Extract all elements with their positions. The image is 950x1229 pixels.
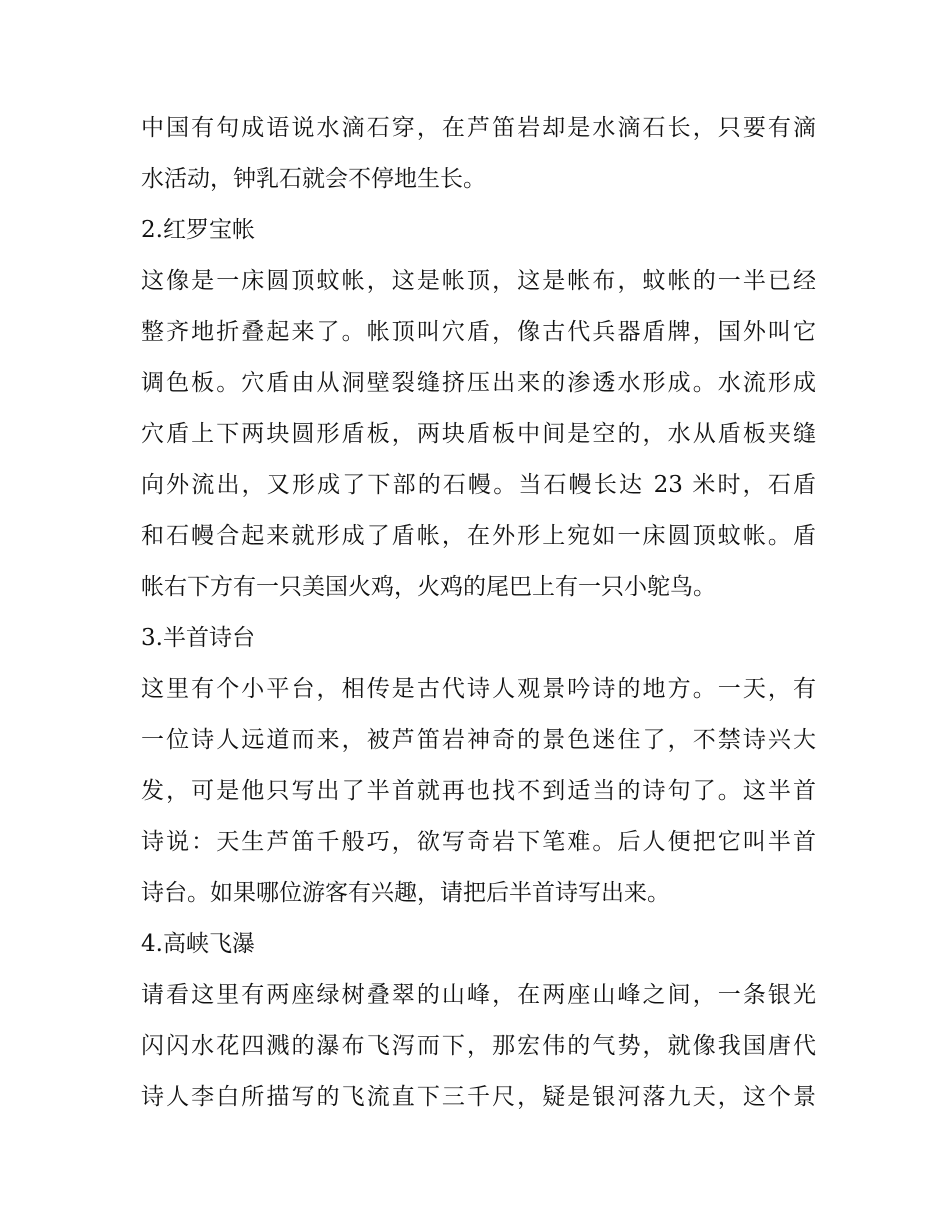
paragraph-line: 诗台。如果哪位游客有兴趣，请把后半首诗写出来。 — [141, 880, 670, 906]
paragraph-line: 诗人李白所描写的飞流直下三千尺，疑是银河落九天，这个景 — [141, 1084, 816, 1110]
paragraph-line: 闪闪水花四溅的瀑布飞泻而下，那宏伟的气势，就像我国唐代 — [141, 1033, 816, 1059]
paragraph-line: 整齐地折叠起来了。帐顶叫穴盾，像古代兵器盾牌，国外叫它 — [141, 319, 816, 345]
paragraph-line: 诗说：天生芦笛千般巧，欲写奇岩下笔难。后人便把它叫半首 — [141, 829, 816, 855]
document-body — [141, 103, 816, 1123]
paragraph-line: 请看这里有两座绿树叠翠的山峰，在两座山峰之间，一条银光 — [141, 982, 816, 1008]
paragraph-line: 和石幔合起来就形成了盾帐，在外形上宛如一床圆顶蚊帐。盾 — [141, 523, 816, 549]
paragraph-line: 中国有句成语说水滴石穿，在芦笛岩却是水滴石长，只要有滴 — [141, 115, 816, 141]
paragraph-line: 水活动，钟乳石就会不停地生长。 — [141, 166, 486, 192]
paragraph-line: 向外流出，又形成了下部的石幔。当石幔长达 23 米时，石盾 — [141, 472, 816, 498]
section-heading-waterfall: 4.高峡飞瀑 — [141, 931, 255, 957]
paragraph-line: 一位诗人远道而来，被芦笛岩神奇的景色迷住了，不禁诗兴大 — [141, 727, 816, 753]
section-heading-half-poem-platform: 3.半首诗台 — [141, 625, 255, 651]
paragraph-line: 穴盾上下两块圆形盾板，两块盾板中间是空的，水从盾板夹缝 — [141, 421, 816, 447]
paragraph-line: 发，可是他只写出了半首就再也找不到适当的诗句了。这半首 — [141, 778, 816, 804]
paragraph-line: 帐右下方有一只美国火鸡，火鸡的尾巴上有一只小鸵鸟。 — [141, 574, 716, 600]
paragraph-line: 这像是一床圆顶蚊帐，这是帐顶，这是帐布，蚊帐的一半已经 — [141, 268, 816, 294]
paragraph-line: 调色板。穴盾由从洞壁裂缝挤压出来的渗透水形成。水流形成 — [141, 370, 816, 396]
section-heading-red-canopy: 2.红罗宝帐 — [141, 217, 255, 243]
paragraph-line: 这里有个小平台，相传是古代诗人观景吟诗的地方。一天，有 — [141, 676, 816, 702]
